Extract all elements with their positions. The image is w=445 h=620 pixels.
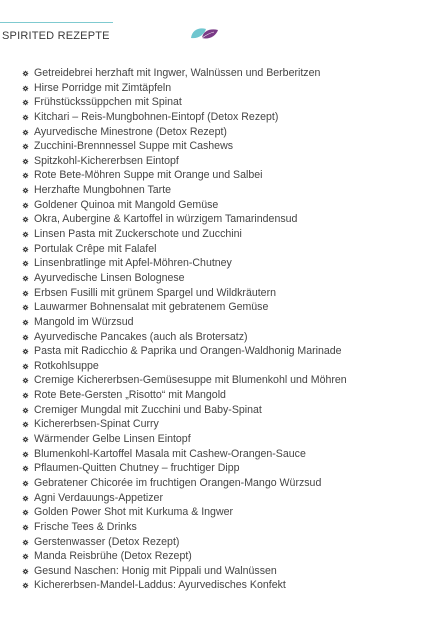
list-item [22,154,347,169]
list-item [22,476,347,491]
recipe-link[interactable]: Kichererbsen-Mandel-Laddus: Ayurvedisches Konfekt [34,579,286,592]
list-item [22,66,347,81]
two-leaves-icon [189,26,221,40]
gear-bullet-icon [22,495,29,502]
list-item [22,505,347,520]
gear-bullet-icon [22,524,29,531]
recipe-link[interactable]: Pasta mit Radicchio & Paprika und Orangen-Waldhonig Marinade [34,345,342,358]
list-item [22,417,347,432]
list-item [22,388,347,403]
recipe-link[interactable]: Cremige Kichererbsen-Gemüsesuppe mit Blumenkohl und Möhren [34,374,347,387]
gear-bullet-icon [22,509,29,516]
list-item [22,564,347,579]
list-item [22,315,347,330]
gear-bullet-icon [22,392,29,399]
recipe-link[interactable]: Erbsen Fusilli mit grünem Spargel und Wildkräutern [34,286,276,299]
gear-bullet-icon [22,553,29,560]
recipe-link[interactable]: Agni Verdauungs-Appetizer [34,491,163,504]
recipe-link[interactable]: Frische Tees & Drinks [34,520,137,533]
gear-bullet-icon [22,114,29,121]
recipe-link[interactable]: Hirse Porridge mit Zimtäpfeln [34,81,172,94]
list-item [22,242,347,257]
recipe-link[interactable]: Gesund Naschen: Honig mit Pippali und Walnüssen [34,564,277,577]
gear-bullet-icon [22,377,29,384]
gear-bullet-icon [22,319,29,326]
recipe-link[interactable]: Portulak Crêpe mit Falafel [34,242,157,255]
list-item [22,271,347,286]
list-item [22,125,347,140]
gear-bullet-icon [22,216,29,223]
list-item [22,212,347,227]
recipe-link[interactable]: Kitchari – Reis-Mungbohnen-Eintopf (Detox Rezept) [34,110,279,123]
list-item [22,198,347,213]
gear-bullet-icon [22,231,29,238]
recipe-link[interactable]: Zucchini-Brennnessel Suppe mit Cashews [34,140,234,153]
recipe-link[interactable]: Ayurvedische Minestrone (Detox Rezept) [34,125,227,138]
recipe-link[interactable]: Manda Reisbrühe (Detox Rezept) [34,550,192,563]
gear-bullet-icon [22,143,29,150]
gear-bullet-icon [22,172,29,179]
recipe-link[interactable]: Linsenbratlinge mit Apfel-Möhren-Chutney [34,257,232,270]
list-item [22,227,347,242]
page-title: SPIRITED REZEPTE [2,30,110,42]
recipe-link[interactable]: Mangold im Würzsud [34,315,134,328]
recipe-link[interactable]: Kichererbsen-Spinat Curry [34,418,159,431]
gear-bullet-icon [22,202,29,209]
gear-bullet-icon [22,451,29,458]
list-item [22,183,347,198]
recipe-link[interactable]: Spitzkohl-Kichererbsen Eintopf [34,154,179,167]
recipe-link[interactable]: Gebratener Chicorée im fruchtigen Orangen-Mango Würzsud [34,476,322,489]
list-item [22,81,347,96]
gear-bullet-icon [22,348,29,355]
gear-bullet-icon [22,436,29,443]
recipe-link[interactable]: Pflaumen-Quitten Chutney – fruchtiger Dipp [34,462,240,475]
gear-bullet-icon [22,465,29,472]
gear-bullet-icon [22,70,29,77]
gear-bullet-icon [22,568,29,575]
gear-bullet-icon [22,260,29,267]
gear-bullet-icon [22,304,29,311]
gear-bullet-icon [22,539,29,546]
gear-bullet-icon [22,99,29,106]
list-item [22,359,347,374]
list-item [22,373,347,388]
list-item [22,535,347,550]
recipe-link[interactable]: Rote Bete-Möhren Suppe mit Orange und Salbei [34,169,263,182]
recipe-link[interactable]: Frühstückssüppchen mit Spinat [34,96,182,109]
recipe-link[interactable]: Golden Power Shot mit Kurkuma & Ingwer [34,506,234,519]
list-item [22,447,347,462]
list-item [22,256,347,271]
list-item [22,286,347,301]
gear-bullet-icon [22,334,29,341]
list-item [22,139,347,154]
list-item [22,95,347,110]
list-item [22,403,347,418]
list-item [22,549,347,564]
recipe-link[interactable]: Okra, Aubergine & Kartoffel in würzigem Tamarindensud [34,213,298,226]
gear-bullet-icon [22,275,29,282]
list-item [22,491,347,506]
gear-bullet-icon [22,187,29,194]
header-divider [0,22,113,23]
recipe-link[interactable]: Wärmender Gelbe Linsen Eintopf [34,433,191,446]
recipe-link[interactable]: Goldener Quinoa mit Mangold Gemüse [34,198,219,211]
list-item [22,578,347,593]
gear-bullet-icon [22,158,29,165]
gear-bullet-icon [22,363,29,370]
recipe-link[interactable]: Blumenkohl-Kartoffel Masala mit Cashew-Orangen-Sauce [34,447,306,460]
recipe-link[interactable]: Ayurvedische Pancakes (auch als Brotersatz) [34,330,248,343]
recipe-link[interactable]: Cremiger Mungdal mit Zucchini und Baby-Spinat [34,403,262,416]
recipe-link[interactable]: Gerstenwasser (Detox Rezept) [34,535,180,548]
list-item [22,520,347,535]
gear-bullet-icon [22,129,29,136]
list-item [22,300,347,315]
recipe-link[interactable]: Ayurvedische Linsen Bolognese [34,271,185,284]
recipe-link[interactable]: Getreidebrei herzhaft mit Ingwer, Walnüssen und Berberitzen [34,67,321,79]
list-item [22,432,347,447]
list-item [22,330,347,345]
list-item [22,461,347,476]
list-item [22,344,347,359]
gear-bullet-icon [22,290,29,297]
recipe-list [22,66,347,593]
recipe-link[interactable]: Lauwarmer Bohnensalat mit gebratenem Gemüse [34,301,269,314]
gear-bullet-icon [22,407,29,414]
recipe-link[interactable]: Herzhafte Mungbohnen Tarte [34,184,172,197]
gear-bullet-icon [22,85,29,92]
recipe-link[interactable]: Linsen Pasta mit Zuckerschote und Zucchini [34,228,242,241]
recipe-link[interactable]: Rotkohlsuppe [34,359,99,372]
list-item [22,168,347,183]
gear-bullet-icon [22,582,29,589]
gear-bullet-icon [22,246,29,253]
list-item [22,110,347,125]
gear-bullet-icon [22,480,29,487]
gear-bullet-icon [22,421,29,428]
recipe-link[interactable]: Rote Bete-Gersten „Risotto“ mit Mangold [34,389,226,402]
